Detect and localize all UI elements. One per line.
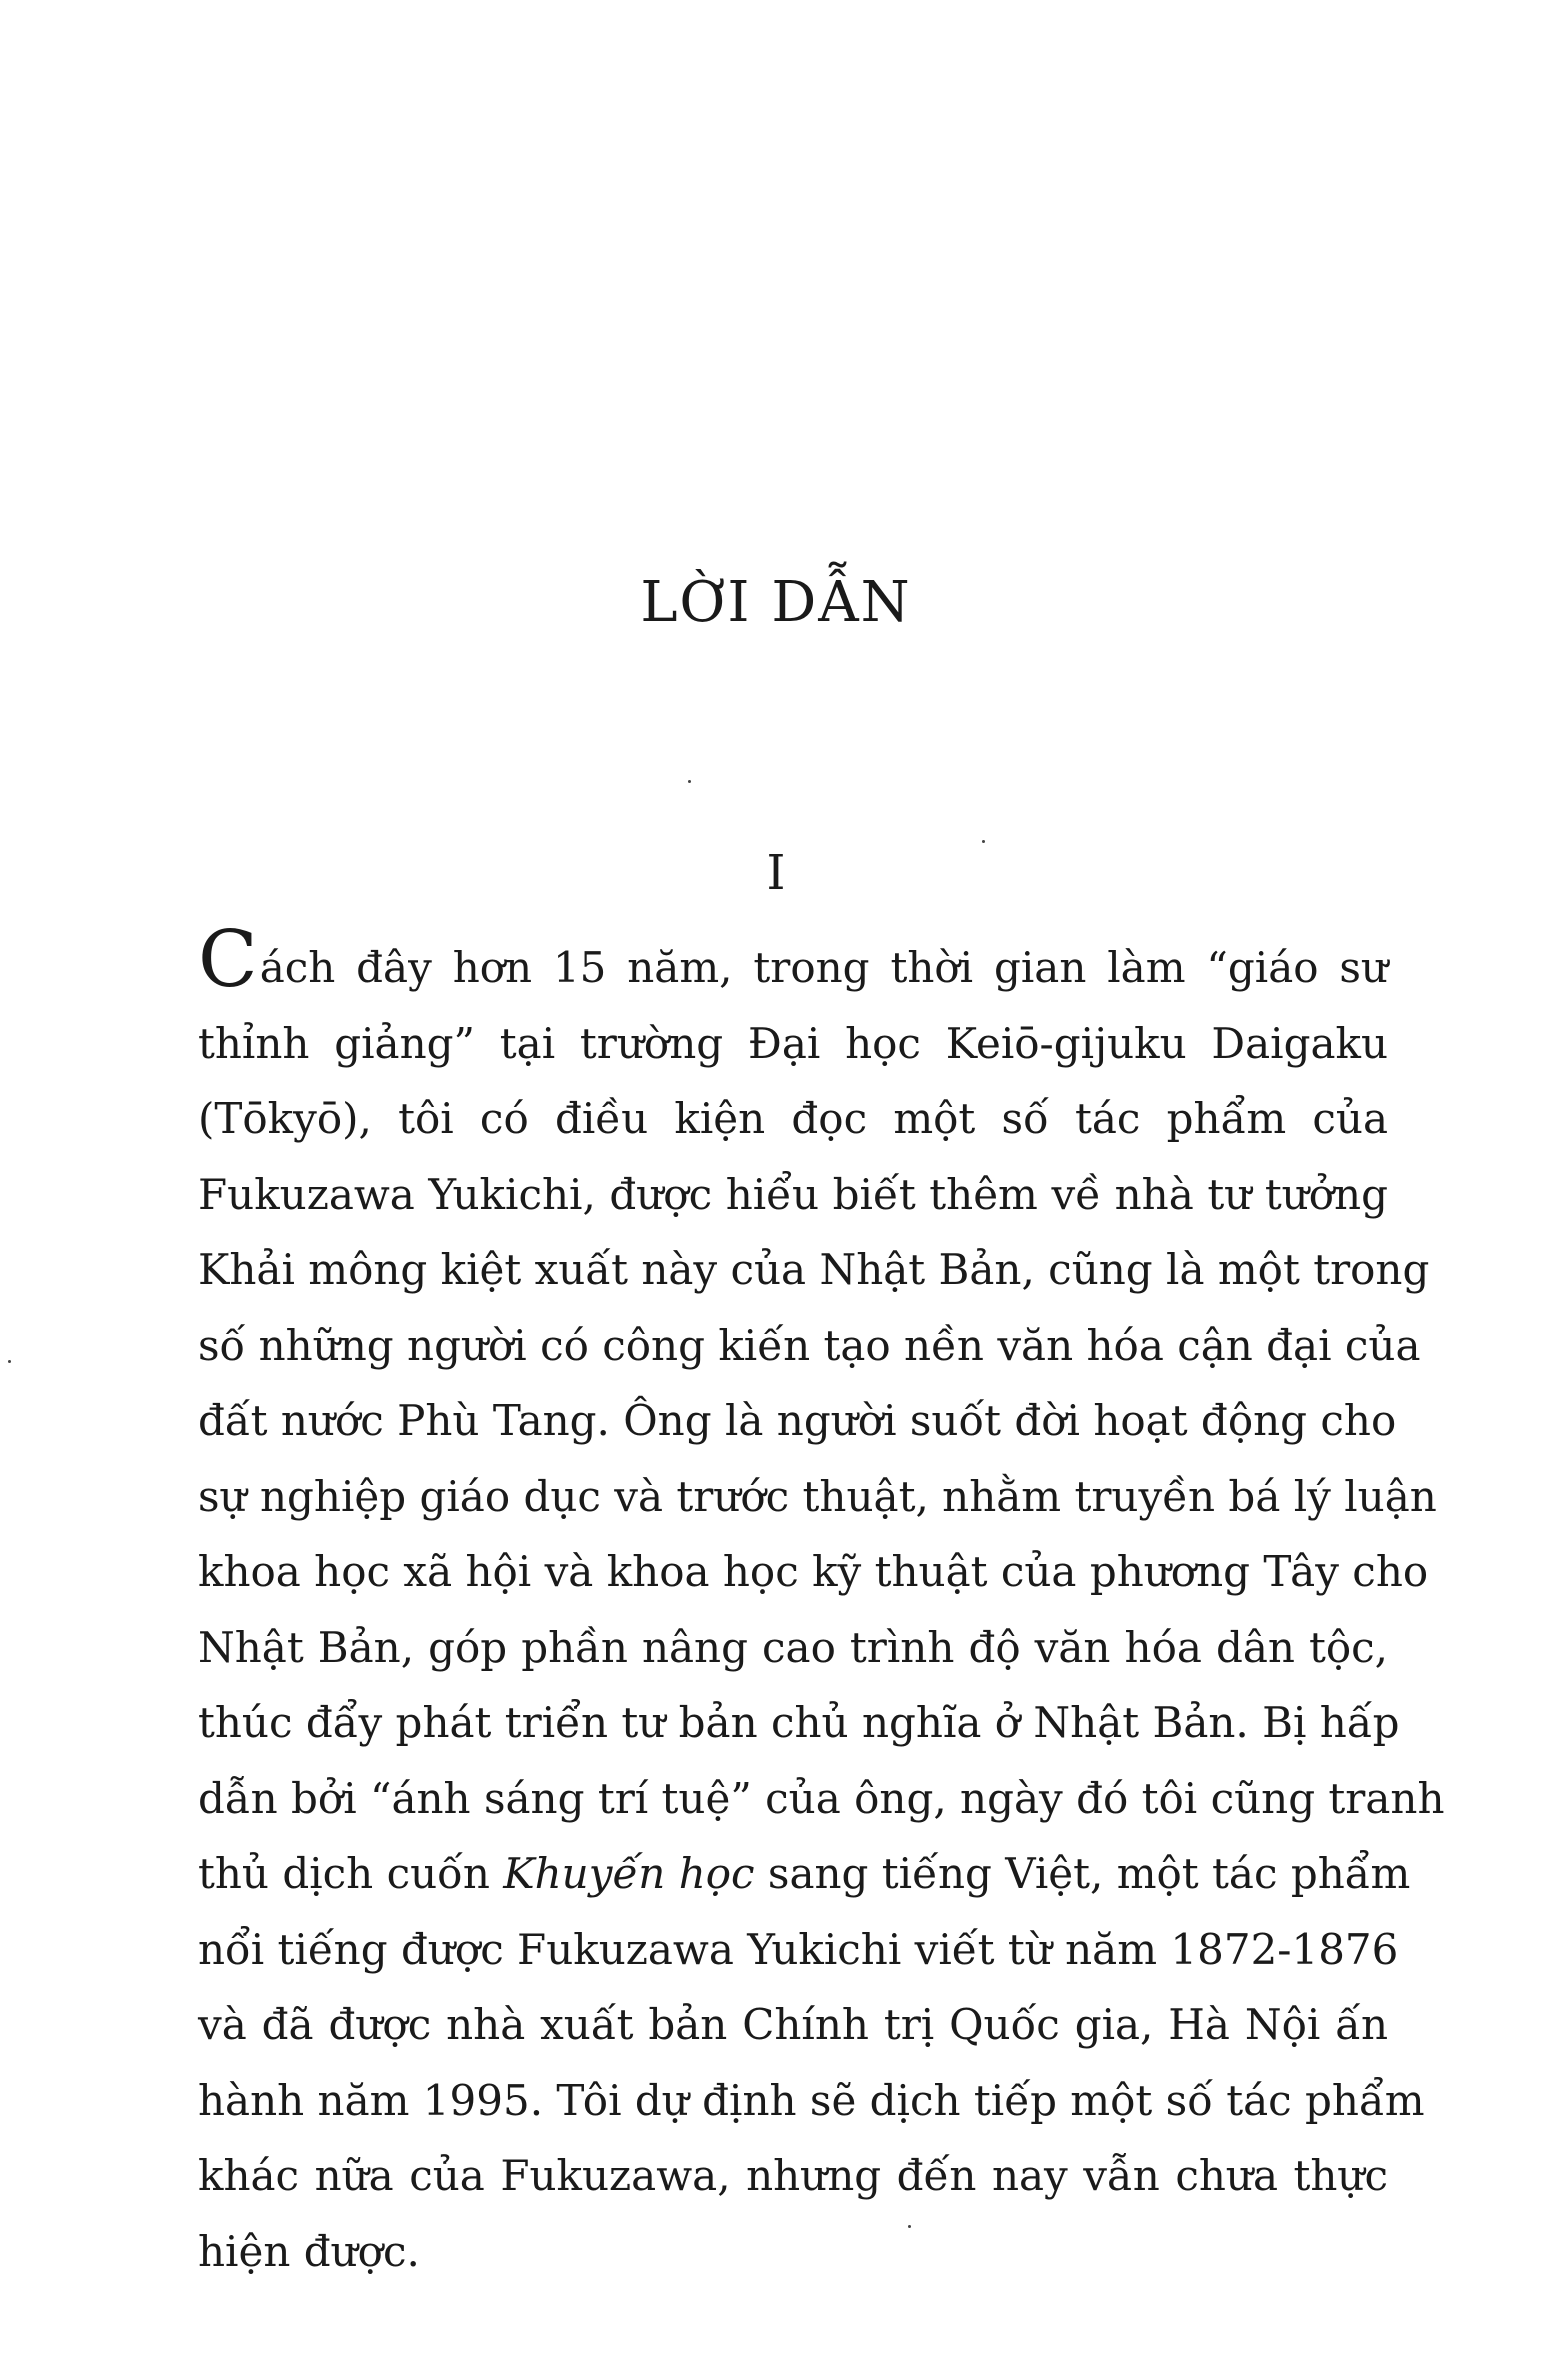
chapter-title: LỜI DẪN (640, 570, 912, 635)
text-line: sự nghiệp giáo dục và trước thuật, nhằm truyền bá lý luận (198, 1471, 1437, 1521)
text-line: hành năm 1995. Tôi dự định sẽ dịch tiếp một số tác phẩm (198, 2075, 1425, 2125)
book-title: Khuyến học (503, 1849, 755, 1898)
text-line: hiện được. (198, 2226, 420, 2276)
text-line: Cách đây hơn 15 năm, trong thời gian làm “giáo sư (198, 915, 1388, 1005)
body-paragraph (198, 915, 1445, 2289)
text-line: Nhật Bản, góp phần nâng cao trình độ văn hóa dân tộc, (198, 1622, 1388, 1672)
scan-speck (8, 1360, 11, 1363)
text-line: thỉnh giảng” tại trường Đại học Keiō-gijuku Daigaku (198, 1018, 1388, 1068)
text-line: và đã được nhà xuất bản Chính trị Quốc gia, Hà Nội ấn (198, 2000, 1388, 2049)
text-line: Fukuzawa Yukichi, được hiểu biết thêm về nhà tư tưởng (198, 1169, 1388, 1219)
text-line: nổi tiếng được Fukuzawa Yukichi viết từ năm 1872-1876 (198, 1924, 1399, 1974)
text-line: khác nữa của Fukuzawa, nhưng đến nay vẫn chưa thực (198, 2151, 1388, 2200)
text-line: Khải mông kiệt xuất này của Nhật Bản, cũng là một trong (198, 1245, 1430, 1294)
text-line: dẫn bởi “ánh sáng trí tuệ” của ông, ngày đó tôi cũng tranh (198, 1773, 1445, 1823)
drop-cap: C (198, 915, 258, 1005)
scan-speck (908, 2225, 911, 2228)
text-line: (Tōkyō), tôi có điều kiện đọc một số tác phẩm của (198, 1094, 1388, 1143)
text-line: thủ dịch cuốn Khuyến học sang tiếng Việt, một tác phẩm (198, 1849, 1411, 1898)
scan-speck (688, 780, 691, 783)
text-line: khoa học xã hội và khoa học kỹ thuật của phương Tây cho (198, 1547, 1429, 1596)
text-line: số những người có công kiến tạo nền văn hóa cận đại của (198, 1320, 1421, 1370)
text-line: đất nước Phù Tang. Ông là người suốt đời hoạt động cho (198, 1396, 1397, 1445)
section-number: I (766, 845, 786, 901)
scan-speck (982, 840, 985, 843)
text-line: thúc đẩy phát triển tư bản chủ nghĩa ở Nhật Bản. Bị hấp (198, 1698, 1400, 1747)
